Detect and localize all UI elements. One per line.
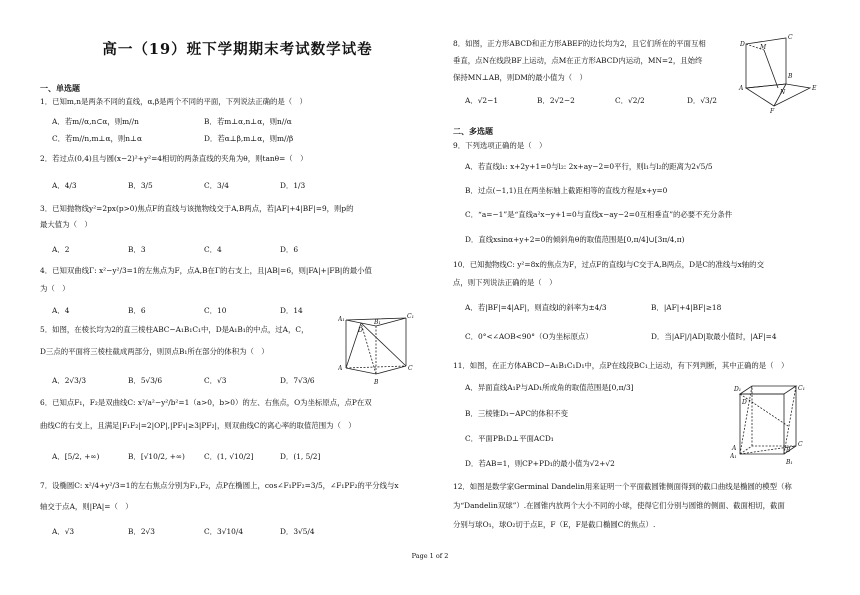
label-a1: A₁ (730, 453, 737, 460)
q6-option-b: B．[√10/2, +∞) (128, 452, 185, 461)
q1-option-c: C．若m//n,m⊥α，则n⊥α (52, 134, 142, 143)
page-footer: Page 1 of 2 (411, 552, 449, 560)
q5-option-c: C．√3 (204, 376, 227, 385)
diagonal-ad1 (740, 386, 752, 454)
q1-option-b: B．若m⊥α,n⊥α，则n//α (204, 117, 292, 126)
cube-right-edge (784, 386, 796, 454)
q5-option-b: B．5√3/6 (128, 376, 163, 385)
question-2: 2．若过点(0,4)且与圆(x−2)²+y²=4相切的两条直线的夹角为θ，则tanθ=（ ） (40, 154, 308, 163)
q10-option-c: C．0°<∠AOB<90°（O为坐标原点） (465, 332, 593, 341)
q8-option-a: A．√2−1 (465, 96, 499, 105)
question-8: 8．如图，正方形ABCD和正方形ABEF的边长均为2，且它们所在的平面互相 (453, 39, 706, 48)
q7-option-c: C．3√10/4 (204, 527, 244, 536)
label-a: A (732, 445, 737, 452)
question-11: 11．如图，在正方体ABCD−A₁B₁C₁D₁中，点P在线段BC₁上运动，有下列判断，其中正确的是（ ） (453, 361, 789, 370)
question-5: 5．如图，在棱长均为2的直三棱柱ABC−A₁B₁C₁中，D是A₁B₁的中点，过A，C， (40, 325, 309, 334)
q4-option-c: C．10 (204, 306, 227, 315)
question-5-cont: D三点的平面将三棱柱截成两部分，则顶点B₁所在部分的体积为（ ） (40, 347, 269, 356)
q11-option-c: C．平面PB₁D⊥平面ACD₁ (465, 434, 554, 443)
q3-option-a: A．2 (52, 245, 70, 254)
label-n: N (780, 89, 786, 96)
q4-option-b: B．6 (128, 306, 146, 315)
square-planes-figure (738, 32, 820, 114)
question-4-cont: 为（ ） (40, 284, 70, 293)
label-b: B (788, 73, 793, 80)
q6-option-d: D．(1, 5/2] (280, 452, 321, 461)
q2-option-c: C．3/4 (204, 181, 229, 190)
q2-option-b: B．3/5 (128, 181, 153, 190)
question-10-cont: 点，则下列说法正确的是（ ） (453, 278, 557, 287)
q10-option-a: A．若|BF|=4|AF|，则直线l的斜率为±4/3 (465, 303, 607, 312)
q8-option-d: D．√3/2 (687, 96, 717, 105)
q11-option-b: B．三棱锥D₁−APC的体积不变 (465, 409, 568, 418)
q5-option-a: A．2√3/3 (52, 376, 87, 385)
question-12-cont2: 分别与球O₁，球O₂切于点E，F（E，F是截口椭圆C的焦点）. (453, 520, 656, 529)
label-e: E (812, 85, 817, 92)
label-c: C (408, 365, 413, 372)
label-b: B (374, 379, 379, 386)
question-3-cont: 最大值为（ ） (40, 220, 92, 229)
q2-option-a: A．4/3 (52, 181, 77, 190)
q3-option-d: D．6 (280, 245, 299, 254)
q8-option-c: C．√2/2 (615, 96, 645, 105)
label-d: D (740, 41, 745, 48)
q6-option-a: A．[5/2, +∞) (52, 452, 100, 461)
label-a: A (338, 365, 343, 372)
q2-option-d: D．1/3 (280, 181, 306, 190)
question-10: 10．已知抛物线C: y²=8x的焦点为F，过点F的直线l与C交于A,B两点，D是C的准线与x轴的交 (453, 260, 764, 269)
label-d: D (742, 399, 747, 406)
q11-option-a: A．异面直线A₁P与AD₁所成角的取值范围是[0,π/3] (465, 383, 634, 392)
section-single-choice: 一、单选题 (40, 83, 80, 93)
q3-option-b: B．3 (128, 245, 146, 254)
q4-option-a: A．4 (52, 306, 70, 315)
label-c: C (798, 441, 803, 448)
question-6: 6．已知点F₁，F₂是双曲线C: x²/a²−y²/b²=1（a>0，b>0）的左、右焦点，O为坐标原点，点P在双 (40, 398, 372, 407)
q1-option-a: A．若m//α,n⊂α，则m//n (52, 117, 139, 126)
label-c1: C₁ (407, 313, 414, 320)
label-a: A (739, 85, 744, 92)
label-m: M (760, 44, 767, 51)
question-7: 7．设椭圆C: x²/4+y²/3=1的左右焦点分别为F₁,F₂，点P在椭圆上，cos∠F₁PF₂=3/5，∠F₁PF₂的平分线与x (40, 481, 399, 490)
page-title: 高一（19）班下学期期末考试数学试卷 (102, 41, 373, 58)
q9-option-b: B．过点(−1,1)且在两坐标轴上截距相等的直线方程是x+y=0 (465, 186, 668, 195)
q9-option-a: A．若直线l₁: x+2y+1=0与l₂: 2x+ay−2=0平行，则l₁与l₂的距离为2√5/5 (465, 162, 713, 171)
question-8-cont2: 保持MN⊥AB，则DM的最小值为（ ） (453, 73, 587, 82)
section-multi-choice: 二、多选题 (453, 126, 493, 136)
question-12: 12．如图是数学家Germinal Dandelin用来证明一个平面截圆锥侧面得到的截口曲线是椭圆的模型（称 (453, 482, 792, 491)
cube-top-face (740, 386, 796, 394)
question-7-cont: 轴交于点A，则|PA|=（ ） (40, 502, 133, 511)
q5-option-d: D．7√3/6 (280, 376, 315, 385)
q9-option-d: D．直线xsinα+y+2=0的倾斜角θ的取值范围是[0,π/4]∪[3π/4,π) (465, 235, 685, 244)
question-3: 3．已知抛物线y²=2px(p>0)焦点F的直线与该抛物线交于A,B两点，若|AF|+4|BF|=9，则p的 (40, 204, 354, 213)
q6-option-c: C．(1, √10/2] (204, 452, 254, 461)
question-9: 9．下列选项正确的是（ ） (453, 141, 547, 150)
question-12-cont: 为“Dandelin双球”）.在圆锥内放两个大小不同的小球，使得它们分别与圆锥的侧面、截面相切，截面 (453, 501, 785, 510)
q3-option-c: C．4 (204, 245, 222, 254)
question-6-cont: 曲线C的右支上，且满足|F₁F₂|=2|OP|,|PF₁|≥3|PF₂|，则双曲线C的离心率的取值范围为（ ） (40, 421, 356, 430)
segment-mn (764, 50, 778, 88)
label-c: C (788, 34, 793, 41)
q11-option-d: D．若AB=1，则CP+PD₁的最小值为√2+√2 (465, 459, 615, 468)
section-line-cd (361, 323, 406, 366)
question-4: 4．已知双曲线Γ: x²−y²/3=1的左焦点为F，点A,B在Γ的右支上，且|AB|=6，则|FA|+|FB|的最小值 (40, 266, 372, 275)
cube-figure (730, 382, 810, 467)
q10-option-b: B．|AF|+4|BF|≥18 (651, 303, 722, 312)
q4-option-d: D．14 (280, 306, 303, 315)
label-c1: C₁ (798, 385, 805, 392)
q9-option-c: C．“a=−1”是“直线a²x−y+1=0与直线x−ay−2=0互相垂直”的必要不充分条件 (465, 210, 733, 219)
label-d1: D₁ (734, 386, 742, 393)
label-a1: A₁ (338, 316, 345, 323)
q7-option-b: B．2√3 (128, 527, 155, 536)
q1-option-d: D．若α⊥β,m⊥α，则m//β (204, 134, 294, 143)
label-b1: B₁ (374, 319, 381, 326)
label-d: D (358, 327, 363, 334)
diagonal-a1p (740, 394, 788, 426)
q8-option-b: B．2√2−2 (537, 96, 575, 105)
diagonal-bc1 (784, 386, 796, 454)
label-f: F (770, 108, 775, 114)
question-8-cont: 垂直，点N在线段BF上运动，点M在正方形ABCD内运动，MN=2，且始终 (453, 56, 703, 65)
q7-option-a: A．√3 (52, 527, 75, 536)
label-b1: B₁ (786, 459, 793, 466)
q7-option-d: D．3√5/4 (280, 527, 315, 536)
prism-figure (338, 312, 416, 390)
question-1: 1．已知m,n是两条不同的直线，α,β是两个不同的平面，下列说法正确的是（ ） (40, 97, 307, 106)
label-b: B (786, 447, 791, 454)
q10-option-d: D．当|AF|/|AD|取最小值时，|AF|=4 (651, 332, 777, 341)
